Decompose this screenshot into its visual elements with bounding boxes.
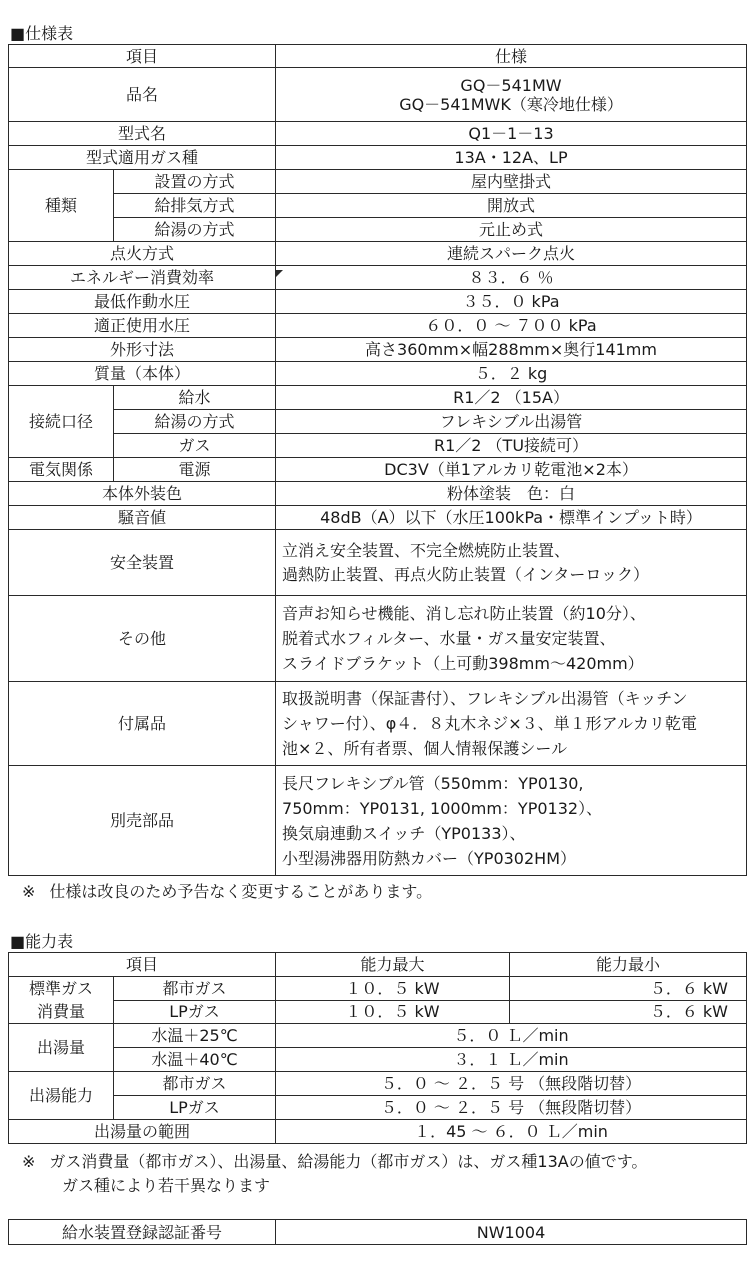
note-text: 仕様は改良のため予告なく変更することがあります。 [49, 882, 433, 901]
sub-label: 水温＋25℃ [114, 1024, 276, 1048]
value-line: 長尺フレキシブル管（550mm：YP0130, [282, 773, 584, 793]
note-mark: ※ [22, 1152, 36, 1171]
note-mark: ※ [22, 882, 36, 901]
sub-label: LPガス [114, 1096, 276, 1120]
row-value: 48dB（A）以下（水圧100kPa・標準インプット時） [276, 506, 747, 530]
row-label: 別売部品 [9, 766, 276, 876]
row-label: 安全装置 [9, 530, 276, 596]
row-label: エネルギー消費効率 [9, 266, 276, 290]
row-connection-1 [9, 386, 747, 410]
group-label-line: 標準ガス [28, 979, 93, 998]
note-line [22, 1174, 647, 1198]
sub-label: ガス [114, 434, 276, 458]
row-range [9, 1120, 747, 1144]
row-value: 屋内壁掛式 [276, 170, 747, 194]
header-item: 項目 [9, 45, 276, 68]
value-line: 池×２、所有者票、個人情報保護シール [282, 739, 568, 758]
value-line: GQ－541MW [460, 75, 562, 95]
row-label: その他 [9, 596, 276, 682]
row-label: 出湯量の範囲 [9, 1120, 276, 1144]
min-value: ５．６ kW [510, 977, 747, 1001]
header-spec: 仕様 [276, 45, 747, 68]
row-accessories [9, 682, 747, 766]
row-value [276, 530, 747, 596]
sub-label: 都市ガス [114, 1072, 276, 1096]
row-value: 粉体塗装 色：白 [276, 482, 747, 506]
row-value [276, 682, 747, 766]
max-value: １０．５ kW [276, 1000, 510, 1024]
spec-header-row [9, 45, 747, 68]
registration-value: NW1004 [276, 1220, 747, 1245]
row-value: ６０．０ ～ ７００ kPa [276, 314, 747, 338]
row-gas-type [9, 146, 747, 170]
group-label [9, 977, 114, 1024]
sub-label: 都市ガス [114, 977, 276, 1001]
row-gas-city [9, 977, 747, 1001]
note-text: ガス種により若干異なります [62, 1176, 271, 1195]
header-max: 能力最大 [276, 953, 510, 977]
value-line: スライドブラケット（上可動398mm～420mm） [282, 654, 644, 673]
registration-table [8, 1219, 747, 1245]
note-line [22, 1150, 647, 1174]
row-katashiki [9, 122, 747, 146]
capacity-header-row [9, 953, 747, 977]
row-value: ５．０ ～ ２．５ 号 （無段階切替） [276, 1072, 747, 1096]
header-item: 項目 [9, 953, 276, 977]
sub-label: LPガス [114, 1000, 276, 1024]
row-mass [9, 362, 747, 386]
row-gas-lp [9, 1000, 747, 1024]
row-connection-2 [9, 410, 747, 434]
row-connection-3 [9, 434, 747, 458]
row-options [9, 766, 747, 876]
value-line: シャワー付）、φ４．８丸木ネジ×３、単１形アルカリ乾電 [282, 714, 698, 733]
row-label: 本体外装色 [9, 482, 276, 506]
row-label: 付属品 [9, 682, 276, 766]
row-value: 開放式 [276, 194, 747, 218]
row-value: 高さ360mm×幅288mm×奥行141mm [276, 338, 747, 362]
capacity-title: ■能力表 [10, 932, 74, 951]
max-value: １０．５ kW [276, 977, 510, 1001]
value-line: 過熱防止装置、再点火防止装置（インターロック） [282, 564, 650, 584]
value-line: 小型湯沸器用防熱カバー（YP0302HM） [282, 848, 576, 868]
row-other [9, 596, 747, 682]
header-min: 能力最小 [510, 953, 747, 977]
row-label: 型式名 [9, 122, 276, 146]
row-value: ３．１ Ｌ／min [276, 1048, 747, 1072]
row-value: DC3V（単1アルカリ乾電池×2本） [276, 458, 747, 482]
value-line: 脱着式水フィルター、水量・ガス量安定装置、 [282, 629, 616, 648]
value-line: 立消え安全装置、不完全燃焼防止装置、 [282, 540, 571, 560]
row-min-pressure [9, 290, 747, 314]
registration-row [9, 1220, 747, 1245]
row-value [276, 596, 747, 682]
value-line: 750mm：YP0131, 1000mm：YP0132）、 [282, 798, 603, 818]
row-label: 適正使用水圧 [9, 314, 276, 338]
spec-note [22, 880, 432, 904]
row-label: 騒音値 [9, 506, 276, 530]
group-label-line: 消費量 [36, 1002, 85, 1021]
registration-label: 給水装置登録認証番号 [9, 1220, 276, 1245]
spec-title: ■仕様表 [10, 24, 74, 43]
row-ability-lp [9, 1096, 747, 1120]
row-value [276, 68, 747, 122]
row-value [276, 766, 747, 876]
row-proper-pressure [9, 314, 747, 338]
row-electric [9, 458, 747, 482]
row-shurui-2 [9, 194, 747, 218]
row-ignition [9, 242, 747, 266]
row-label: 型式適用ガス種 [9, 146, 276, 170]
group-label: 種類 [9, 170, 114, 242]
row-label: 外形寸法 [9, 338, 276, 362]
sub-label: 給湯の方式 [114, 218, 276, 242]
capacity-note [22, 1150, 647, 1198]
row-value: R1／2 （TU接続可） [276, 434, 747, 458]
row-value: ３５．０ kPa [276, 290, 747, 314]
sub-label: 給水 [114, 386, 276, 410]
row-dimensions [9, 338, 747, 362]
row-output-40 [9, 1048, 747, 1072]
row-value: ５．０ Ｌ／min [276, 1024, 747, 1048]
group-label: 電気関係 [9, 458, 114, 482]
row-value: 元止め式 [276, 218, 747, 242]
value-line: 換気扇連動スイッチ（YP0133）、 [282, 823, 526, 843]
value-line: GQ－541MWK（寒冷地仕様） [399, 94, 623, 114]
group-label: 出湯量 [9, 1024, 114, 1072]
value-line: 音声お知らせ機能、消し忘れ防止装置（約10分）、 [282, 604, 646, 623]
sub-label: 設置の方式 [114, 170, 276, 194]
row-value: Q1－1－13 [276, 122, 747, 146]
row-value: フレキシブル出湯管 [276, 410, 747, 434]
row-value: 連続スパーク点火 [276, 242, 747, 266]
min-value: ５．６ kW [510, 1000, 747, 1024]
row-value: ８３．６ ％ [276, 266, 747, 290]
sub-label: 給湯の方式 [114, 410, 276, 434]
row-shurui-3 [9, 218, 747, 242]
spec-table [8, 44, 747, 876]
row-ability-city [9, 1072, 747, 1096]
row-noise [9, 506, 747, 530]
value-line: 取扱説明書（保証書付）、フレキシブル出湯管（キッチン [282, 689, 688, 708]
row-color [9, 482, 747, 506]
note-text: ガス消費量（都市ガス）、出湯量、給湯能力（都市ガス）は、ガス種13Aの値です。 [49, 1152, 648, 1171]
row-value: 13A・12A、LP [276, 146, 747, 170]
row-value: １．45 ～ ６．０ Ｌ／min [276, 1120, 747, 1144]
group-label: 接続口径 [9, 386, 114, 458]
row-label: 質量（本体） [9, 362, 276, 386]
row-energy [9, 266, 747, 290]
sub-label: 水温＋40℃ [114, 1048, 276, 1072]
row-safety [9, 530, 747, 596]
group-label: 出湯能力 [9, 1072, 114, 1120]
row-value: ５．２ kg [276, 362, 747, 386]
sub-label: 電源 [114, 458, 276, 482]
row-shurui-1 [9, 170, 747, 194]
sub-label: 給排気方式 [114, 194, 276, 218]
row-label: 品名 [9, 68, 276, 122]
row-hinmei [9, 68, 747, 122]
capacity-table [8, 952, 747, 1144]
row-value: ５．０ ～ ２．５ 号 （無段階切替） [276, 1096, 747, 1120]
row-label: 点火方式 [9, 242, 276, 266]
row-label: 最低作動水圧 [9, 290, 276, 314]
row-output-25 [9, 1024, 747, 1048]
cell-corner-mark [276, 270, 283, 277]
row-value: R1／2 （15A） [276, 386, 747, 410]
